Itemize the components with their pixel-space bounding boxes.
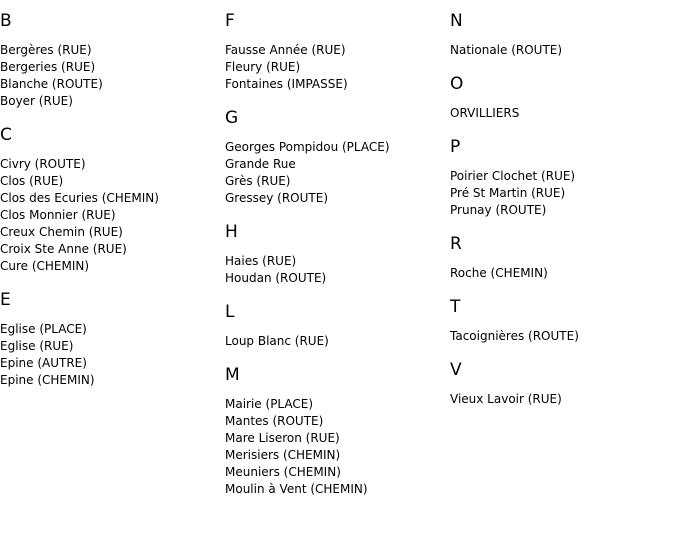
letter-heading: G	[225, 108, 239, 128]
street-list	[450, 168, 670, 219]
letter-heading: B	[0, 11, 12, 31]
street-link[interactable]: Merisiers (CHEMIN)	[225, 448, 341, 462]
street-link[interactable]: Blanche (ROUTE)	[0, 77, 103, 91]
street-link[interactable]: Poirier Clochet (RUE)	[450, 169, 576, 183]
street-link[interactable]: Cure (CHEMIN)	[0, 259, 90, 273]
letter-heading: L	[225, 302, 235, 322]
street-list	[225, 139, 445, 207]
street-link[interactable]: Epine (CHEMIN)	[0, 373, 95, 387]
street-link[interactable]: Epine (AUTRE)	[0, 356, 87, 370]
street-link[interactable]: Fontaines (IMPASSE)	[225, 77, 348, 91]
street-link[interactable]: Mantes (ROUTE)	[225, 414, 324, 428]
street-link[interactable]: Loup Blanc (RUE)	[225, 334, 329, 348]
letter-group	[0, 10, 220, 110]
index-column	[225, 10, 445, 512]
street-link[interactable]: Clos des Ecuries (CHEMIN)	[0, 191, 159, 205]
street-link[interactable]: Gressey (ROUTE)	[225, 191, 328, 205]
street-link[interactable]: Bergeries (RUE)	[0, 60, 96, 74]
letter-heading: H	[225, 222, 238, 242]
street-list	[450, 328, 670, 345]
letter-heading: P	[450, 137, 461, 157]
street-list	[225, 396, 445, 498]
letter-group	[0, 124, 220, 275]
street-link[interactable]: Pré St Martin (RUE)	[450, 186, 566, 200]
index-column	[450, 10, 670, 422]
street-link[interactable]: Civry (ROUTE)	[0, 157, 86, 171]
street-link[interactable]: Georges Pompidou (PLACE)	[225, 140, 390, 154]
street-link[interactable]: Fausse Année (RUE)	[225, 43, 346, 57]
street-list	[450, 42, 670, 59]
street-link[interactable]: Meuniers (CHEMIN)	[225, 465, 341, 479]
street-link[interactable]: Eglise (RUE)	[0, 339, 74, 353]
street-link[interactable]: Grande Rue	[225, 157, 296, 171]
street-list	[0, 42, 220, 110]
street-link[interactable]: Boyer (RUE)	[0, 94, 73, 108]
letter-group	[225, 221, 445, 287]
street-link[interactable]: Houdan (ROUTE)	[225, 271, 327, 285]
street-link[interactable]: Tacoignières (ROUTE)	[450, 329, 579, 343]
street-link[interactable]: Grès (RUE)	[225, 174, 291, 188]
letter-group	[225, 301, 445, 350]
street-list	[225, 253, 445, 287]
street-list	[450, 265, 670, 282]
street-link[interactable]: Fleury (RUE)	[225, 60, 301, 74]
letter-heading: V	[450, 360, 462, 380]
street-link[interactable]: Mairie (PLACE)	[225, 397, 314, 411]
letter-group	[225, 364, 445, 498]
letter-heading: N	[450, 11, 463, 31]
letter-group	[450, 10, 670, 59]
letter-heading: O	[450, 74, 464, 94]
letter-heading: M	[225, 365, 240, 385]
letter-heading: F	[225, 11, 235, 31]
street-link[interactable]: Clos Monnier (RUE)	[0, 208, 116, 222]
street-link[interactable]: Croix Ste Anne (RUE)	[0, 242, 127, 256]
street-link[interactable]: ORVILLIERS	[450, 106, 520, 120]
letter-group	[225, 107, 445, 207]
street-link[interactable]: Clos (RUE)	[0, 174, 64, 188]
street-list	[450, 105, 670, 122]
street-link[interactable]: Creux Chemin (RUE)	[0, 225, 123, 239]
letter-group	[450, 233, 670, 282]
letter-heading: C	[0, 125, 12, 145]
street-link[interactable]: Nationale (ROUTE)	[450, 43, 563, 57]
letter-group	[450, 136, 670, 219]
letter-heading: E	[0, 290, 11, 310]
street-list	[225, 333, 445, 350]
street-link[interactable]: Moulin à Vent (CHEMIN)	[225, 482, 368, 496]
street-link[interactable]: Eglise (PLACE)	[0, 322, 87, 336]
street-link[interactable]: Bergères (RUE)	[0, 43, 92, 57]
street-link[interactable]: Vieux Lavoir (RUE)	[450, 392, 562, 406]
letter-heading: T	[450, 297, 461, 317]
street-list	[0, 321, 220, 389]
street-link[interactable]: Mare Liseron (RUE)	[225, 431, 340, 445]
street-link[interactable]: Roche (CHEMIN)	[450, 266, 548, 280]
street-list	[225, 42, 445, 93]
index-column	[0, 10, 220, 403]
letter-group	[450, 73, 670, 122]
street-list	[0, 156, 220, 275]
letter-group	[0, 289, 220, 389]
street-link[interactable]: Haies (RUE)	[225, 254, 297, 268]
letter-heading: R	[450, 234, 462, 254]
street-link[interactable]: Prunay (ROUTE)	[450, 203, 547, 217]
letter-group	[225, 10, 445, 93]
letter-group	[450, 359, 670, 408]
street-list	[450, 391, 670, 408]
letter-group	[450, 296, 670, 345]
